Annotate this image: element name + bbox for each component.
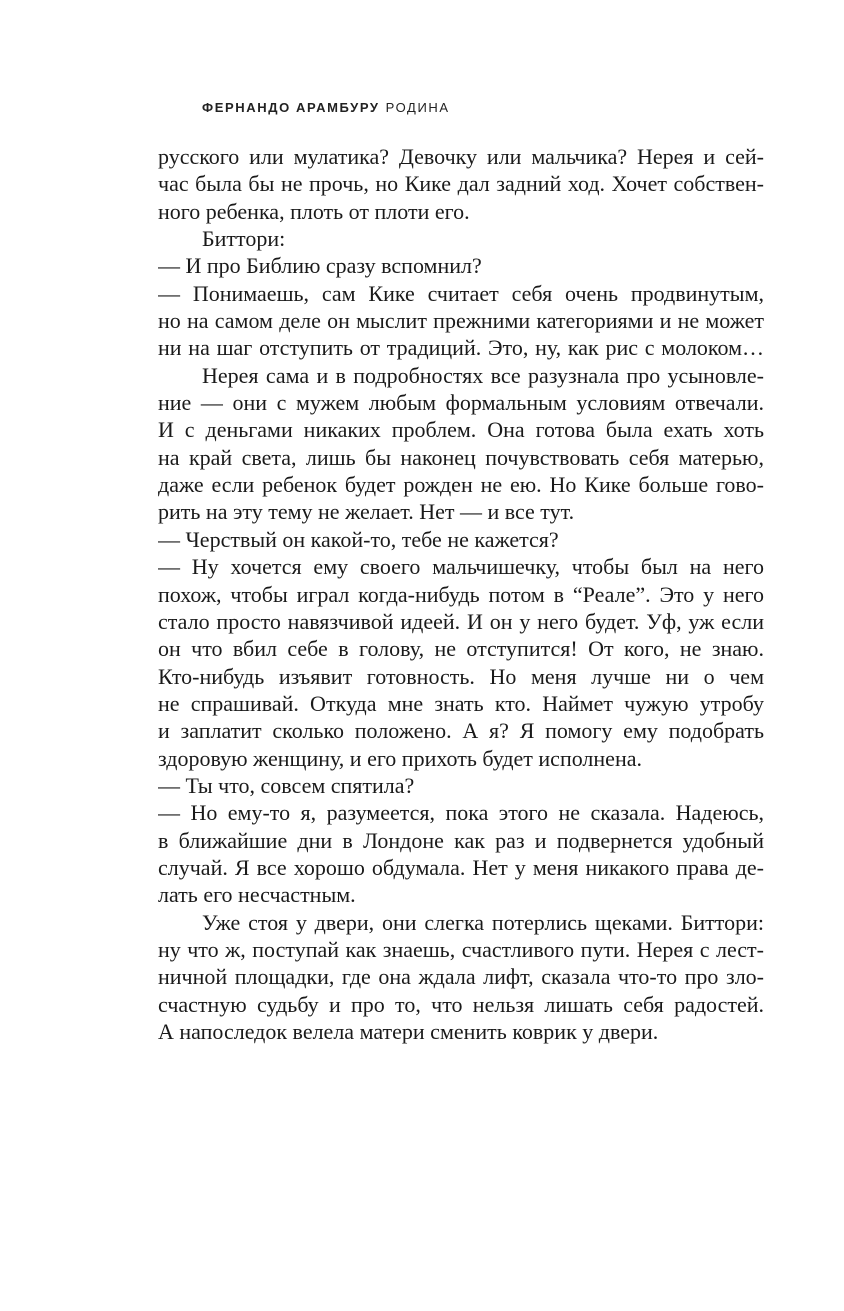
text-line: ничной площадки, где она ждала лифт, сказала что-то про зло- (158, 964, 764, 990)
text-line: — Понимаешь, сам Кике считает себя очень продвинутым, (158, 280, 764, 306)
text-line: Нерея сама и в подробностях все разузнала про усыновле- (202, 362, 764, 388)
body-text (158, 143, 764, 1045)
text-line: — Ты что, совсем спятила? (158, 772, 415, 798)
running-header (202, 100, 450, 115)
text-line: здоровую женщину, и его прихоть будет исполнена. (158, 745, 642, 771)
text-line: Биттори: (202, 226, 286, 252)
text-line: Кто-нибудь изъявит готовность. Но меня лучше ни о чем (158, 663, 764, 689)
header-book-title: РОДИНА (385, 100, 450, 115)
text-line: не спрашивай. Откуда мне знать кто. Наймет чужую утробу (158, 690, 764, 716)
text-line: — Но ему-то я, разумеется, пока этого не сказала. Надеюсь, (158, 800, 764, 826)
text-line: лать его несчастным. (158, 882, 356, 908)
text-line: русского или мулатика? Девочку или мальчика? Нерея и сей- (158, 144, 764, 169)
text-line: в ближайшие дни в Лондоне как раз и подвернется удобный (158, 827, 764, 853)
text-line: ного ребенка, плоть от плоти его. (158, 198, 470, 224)
text-line: случай. Я все хорошо обдумала. Нет у меня никакого права де- (158, 854, 764, 880)
text-line: даже если ребенок будет рожден не ею. Но Кике больше гово- (158, 472, 764, 498)
text-line: и заплатит сколько положено. А я? Я помогу ему подобрать (158, 718, 764, 744)
text-line: — Черствый он какой-то, тебе не кажется? (158, 526, 559, 552)
text-line: — Ну хочется ему своего мальчишечку, чтобы был на него (158, 554, 764, 580)
text-line: стало просто навязчивой идеей. И он у него будет. Уф, уж если (158, 608, 764, 634)
text-line: ну что ж, поступай как знаешь, счастливого пути. Нерея с лест- (158, 936, 764, 962)
text-line: рить на эту тему не желает. Нет — и все тут. (158, 499, 575, 525)
text-line: — И про Библию сразу вспомнил? (158, 253, 482, 279)
header-author: ФЕРНАНДО АРАМБУРУ (202, 100, 380, 115)
text-line: ние — они с мужем любым формальным условиям отвечали. (158, 390, 764, 416)
text-line: на край света, лишь бы наконец почувствовать себя матерью, (158, 444, 764, 470)
text-line: счастную судьбу и про то, что нельзя лишать себя радостей. (158, 991, 764, 1017)
text-line: похож, чтобы играл когда-нибудь потом в “Реале”. Это у него (158, 581, 764, 607)
text-line: И с деньгами никаких проблем. Она готова была ехать хоть (158, 417, 764, 443)
text-line: ни на шаг отступить от традиций. Это, ну, как рис с молоком… (158, 335, 764, 361)
text-line: он что вбил себе в голову, не отступится! От кого, не знаю. (158, 636, 764, 662)
text-line: А напоследок велела матери сменить коврик у двери. (158, 1019, 659, 1044)
text-line: час была бы не прочь, но Кике дал задний ход. Хочет собствен- (158, 171, 764, 197)
text-line: Уже стоя у двери, они слегка потерлись щеками. Биттори: (202, 909, 764, 935)
text-line: но на самом деле он мыслит прежними категориями и не может (158, 308, 764, 334)
